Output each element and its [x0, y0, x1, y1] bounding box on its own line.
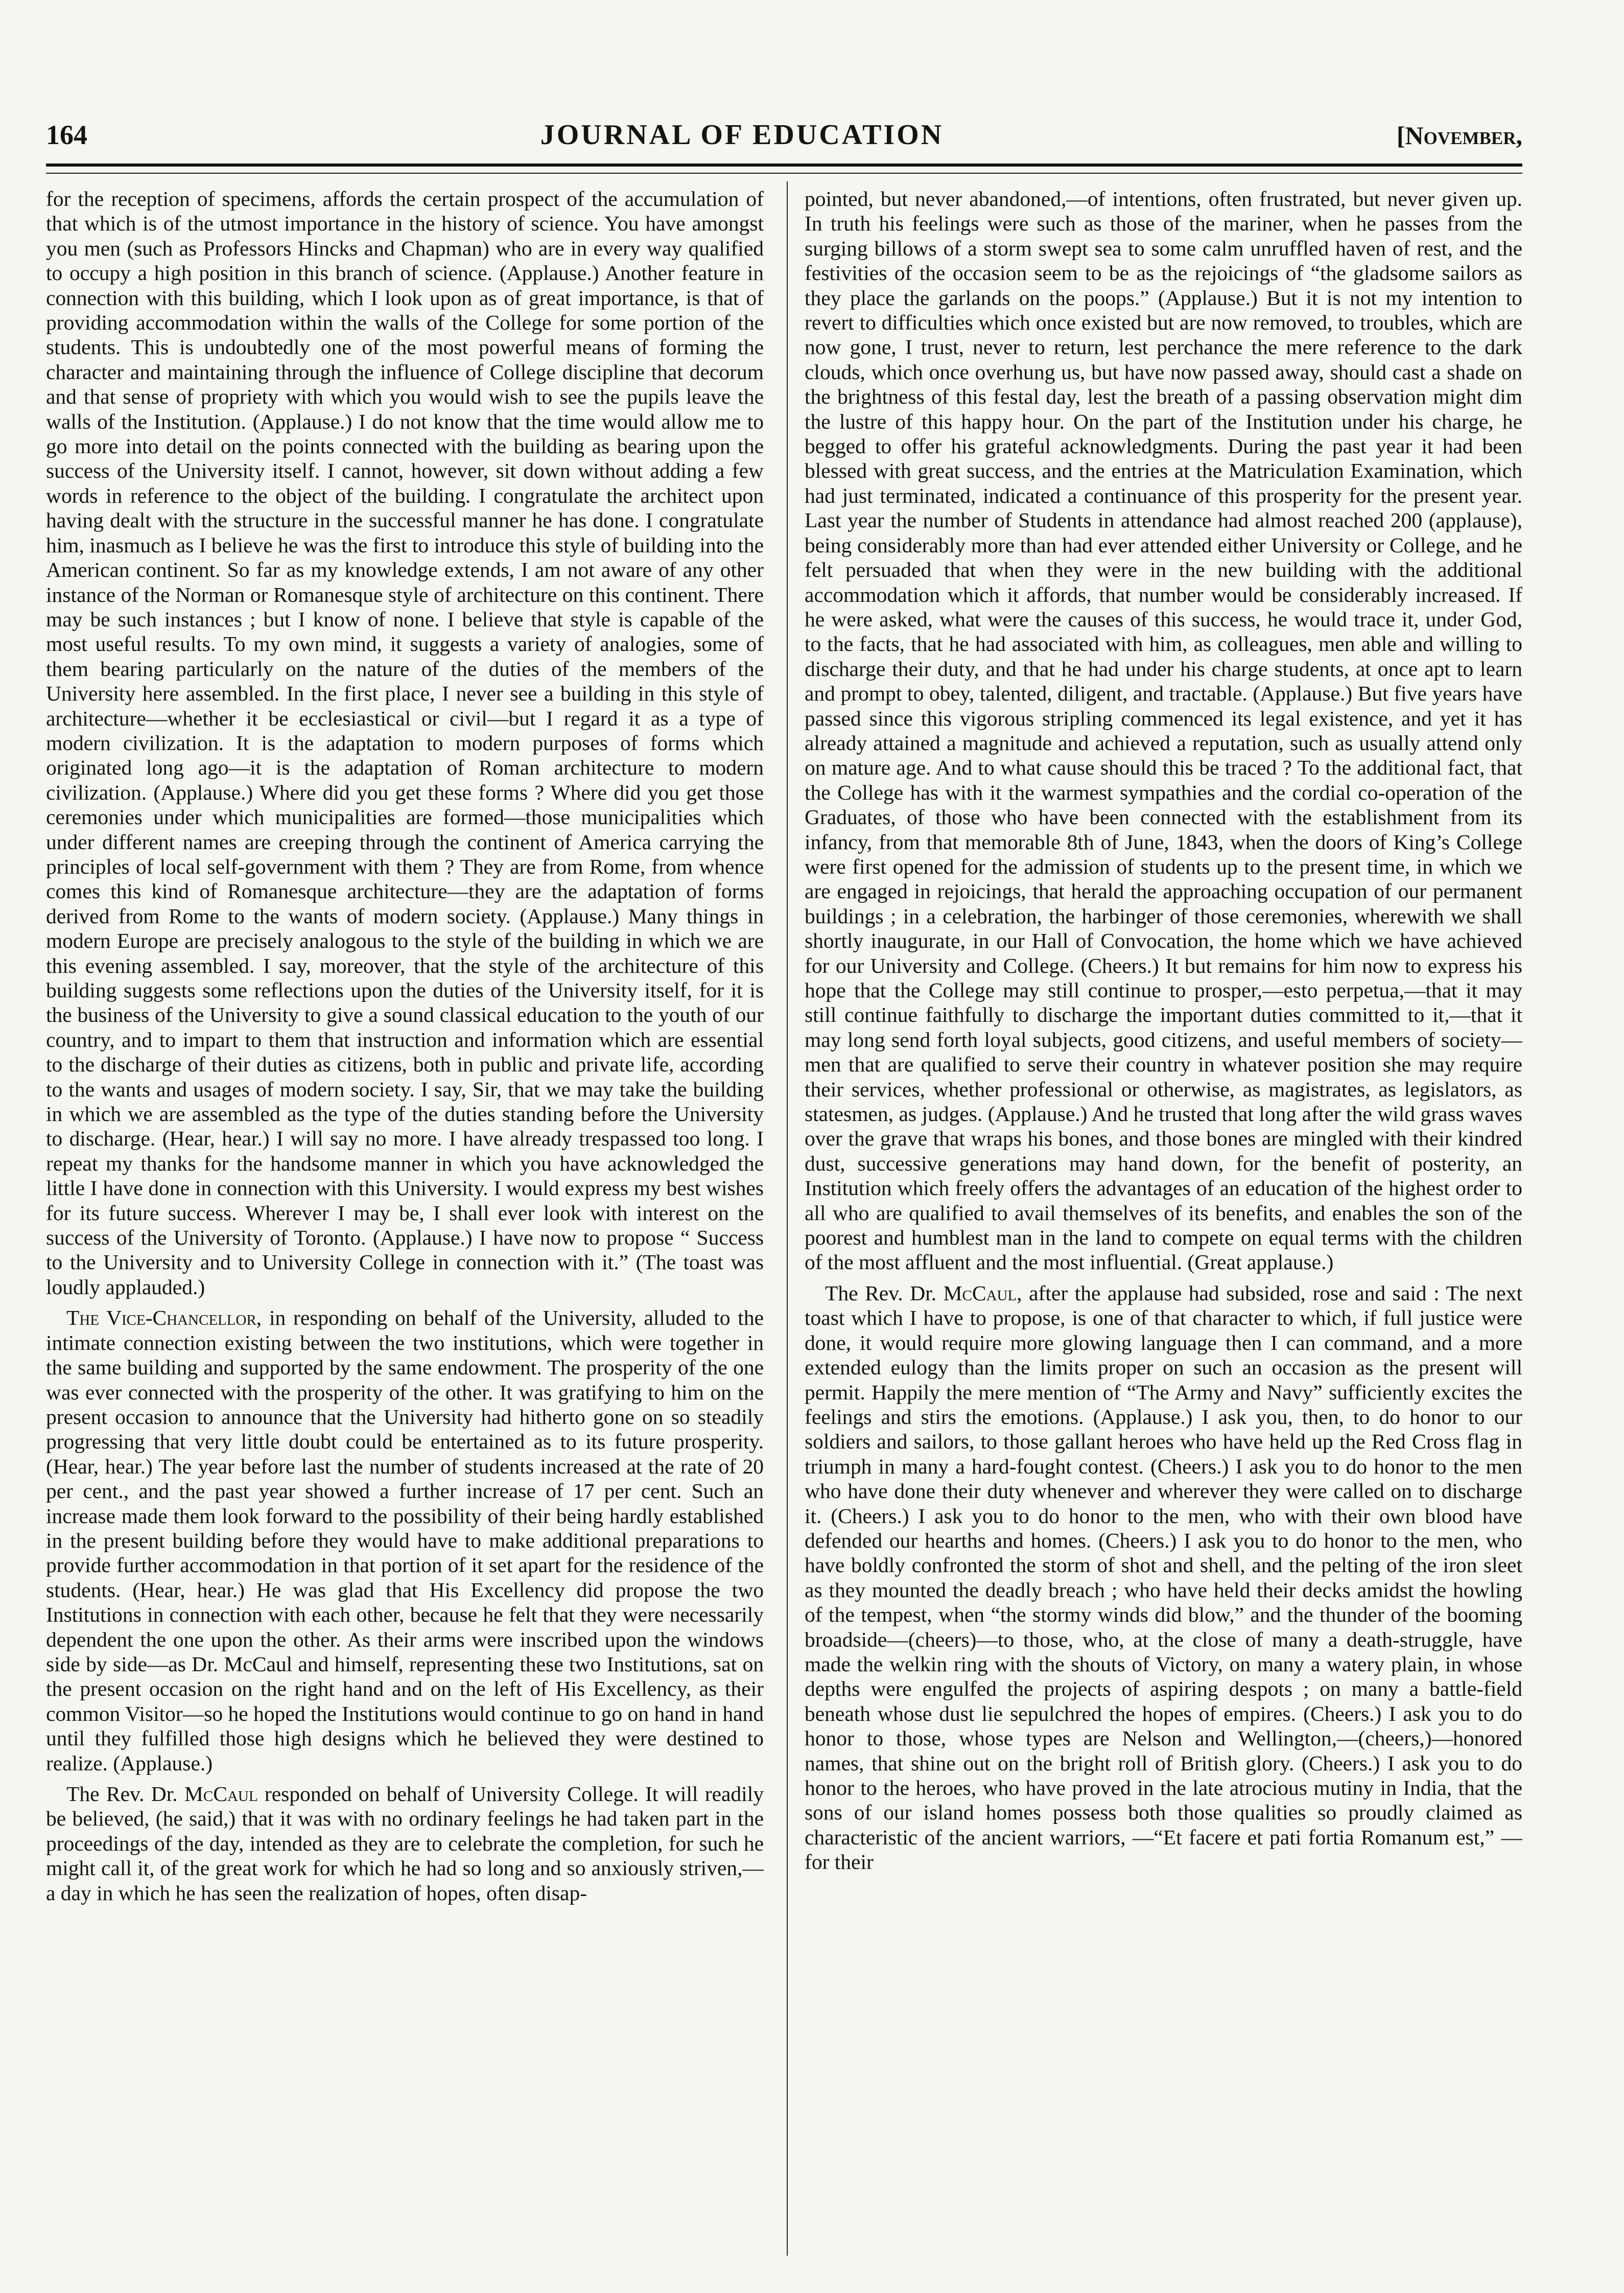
paragraph-army-navy-toast: [805, 1281, 1522, 1875]
paragraph-text: responded on behalf of University College. It will readily be believed, (he said,) that it was with no ordinary feelings he had taken part in the proceedings of the day, intended as they are to celebrate the completion, for such he might call it, of the great work for which he had so long and so anxiously striven,—a day in which he has seen the realization of hopes, often disap-: [46, 1782, 764, 1905]
speaker-prefix: The Rev. Dr.: [66, 1782, 185, 1806]
paragraph-mccaul-response: [46, 1782, 764, 1905]
column-divider: [787, 181, 788, 2256]
paragraph-continuation: pointed, but never abandoned,—of intentions, often frustrated, but never given up. In truth his feelings were such as those of the mariner, when he passes from the surging billows of a storm swept sea to some calm unruffled haven of rest, and the festivities of the occasion seem to be as the rejoicings of “the gladsome sailors as they place the garlands on the poops.” (Applause.) But it is not my intention to revert to difficulties which once existed but are now removed, to troubles, which are now gone, I trust, never to return, lest perchance the mere reference to the dark clouds, which once overhung us, but have now passed away, should cast a shade on the brightness of this festal day, lest the breath of a passing observation might dim the lustre of this happy hour. On the part of the Institution under his charge, he begged to offer his grateful acknowledgments. During the past year it had been blessed with great success, and the entries at the Matriculation Examination, which had just terminated, indicated a continuance of this prosperity for the present year. Last year the number of Students in attendance had almost reached 200 (applause), being considerably more than had ever attended either University or College, and he felt persuaded that when they were in the new building with the additional accommodation which it affords, that number would be considerably increased. If he were asked, what were the causes of this success, he would trace it, under God, to the facts, that he had associated with him, as colleagues, men able and willing to discharge their duty, and that he had under his charge students, at once apt to learn and prompt to obey, talented, diligent, and tractable. (Applause.) But five years have passed since this vigorous stripling commenced its legal existence, and yet it has already attained a magnitude and achieved a reputation, such as usually attend only on mature age. And to what cause should this be traced ? To the additional fact, that the College has with it the warmest sympathies and the cordial co-operation of the Graduates, of those who have been connected with the establishment from its infancy, from that memorable 8th of June, 1843, when the doors of King’s College were first opened for the admission of students up to the present time, in which we are engaged in rejoicings, that herald the approaching occupation of our permanent buildings ; in a celebration, the harbinger of those ceremonies, wherewith we shall shortly inaugurate, in our Hall of Convocation, the home which we have achieved for our University and College. (Cheers.) It but remains for him now to express his hope that the College may still continue to prosper,—esto perpetua,—that it may still continue faithfully to discharge the important duties committed to it,—that it may long send forth loyal subjects, good citizens, and useful members of society—men that are qualified to serve their country in whatever position she may require their services, whether professional or otherwise, as magistrates, as legislators, as statesmen, as judges. (Applause.) And he trusted that long after the wild grass waves over the grave that wraps his bones, and those bones are mingled with their kindred dust, successive generations may hand down, for the benefit of posterity, an Institution which freely offers the advantages of an education of the highest order to all who are qualified to avail themselves of its benefits, and enables the son of the poorest and humblest man in the land to compete on equal terms with the children of the most affluent and the most influential. (Great applause.): [805, 187, 1522, 1274]
paragraph-vice-chancellor: [46, 1305, 764, 1775]
speaker-prefix: The Rev. Dr.: [825, 1281, 944, 1305]
speaker-name: The Vice-Chancellor,: [66, 1306, 262, 1330]
paragraph-text: after the applause had subsided, rose and said : The next toast which I have to propose, is one of that character to which, if full justice were done, it would require more glowing language then I can command, and a more extended eulogy than the limits proper on such an occasion as the present will permit. Happily the mere mention of “The Army and Navy” sufficiently excites the feelings and stirs the emotions. (Applause.) I ask you, then, to do honor to our soldiers and sailors, to those gallant heroes who have held up the Red Cross flag in triumph in many a hard-fought contest. (Cheers.) I ask you to do honor to the men who have done their duty whenever and wherever they were called on to discharge it. (Cheers.) I ask you to do honor to the men, who with their own blood have defended our hearths and homes. (Cheers.) I ask you to do honor to the men, who have boldly confronted the storm of shot and shell, and the pelting of the iron sleet as they mounted the deadly breach ; who have held their decks amidst the howling of the tempest, when “the stormy winds did blow,” and the thunder of the booming broadside—(cheers)—to those, who, at the close of many a death-struggle, have made the welkin ring with the shouts of Victory, on many a watery plain, in whose depths were engulfed the projects of aspiring despots ; on many a battle-field beneath whose dust lie sepulchred the hopes of empires. (Cheers.) I ask you to do honor to those, whose types are Nelson and Wellington,—(cheers,)—honored names, that shine out on the bright roll of British glory. (Cheers.) I ask you to do honor to the heroes, who have proved in the late atrocious mutiny in India, that the sons of our island homes possess both those qualities so proudly claimed as characteristic of the ancient warriors, —“Et facere et pati fortia Romanum est,” —for their: [805, 1281, 1522, 1874]
paragraph-text: in responding on behalf of the University, alluded to the intimate connection existing between the two institutions, which were together in the same building and supported by the same endowment. The prosperity of the one was ever connected with the prosperity of the other. It was gratifying to him on the present occasion to announce that the University had hitherto gone on so steadily progressing that very little doubt could be entertained as to its future prosperity. (Hear, hear.) The year before last the number of students increased at the rate of 20 per cent., and the past year showed a further increase of 17 per cent. Such an increase made them look forward to the possibility of their being hardly established in the present building before they would have to make additional preparations to provide further accommodation in that portion of it set apart for the residence of the students. (Hear, hear.) He was glad that His Excellency did propose the two Institutions in connection with each other, because he felt that they were necessarily dependent the one upon the other. As their arms were inscribed upon the windows side by side—as Dr. McCaul and himself, representing these two Institutions, sat on the present occasion on the right hand and on the left of His Excellency, as their common Visitor—so he hoped the Institutions would continue to go on hand in hand until they fulfilled those high designs which he believed they were destined to realize. (Applause.): [46, 1306, 764, 1775]
right-column: [805, 186, 1522, 2251]
speaker-name: McCaul,: [943, 1281, 1022, 1305]
page-header: [46, 119, 1522, 165]
speaker-name: McCaul: [184, 1782, 258, 1806]
header-rule-thick: [46, 163, 1522, 167]
issue-month: [November,: [1396, 121, 1522, 150]
left-column: [46, 186, 764, 2251]
header-rule-thin: [46, 173, 1522, 174]
page-number: 164: [46, 120, 87, 150]
paragraph-toast-speech: for the reception of specimens, affords the certain prospect of the accumulation of that which is of the utmost importance in the history of science. You have amongst you men (such as Professors Hincks and Chapman) who are in every way qualified to occupy a high position in this branch of science. (Applause.) Another feature in connection with this building, which I look upon as of great importance, is that of providing accommodation within the walls of the College for some portion of the students. This is undoubtedly one of the most powerful means of forming the character and maintaining through the influence of College discipline that decorum and that sense of propriety with which you would wish to see the pupils leave the walls of the Institution. (Applause.) I do not know that the time would allow me to go more into detail on the points connected with the building as bearing upon the success of the University itself. I cannot, however, sit down without adding a few words in reference to the object of the building. I congratulate the architect upon having dealt with the structure in the successful manner he has done. I congratulate him, inasmuch as I believe he was the first to introduce this style of building into the American continent. So far as my knowledge extends, I am not aware of any other instance of the Norman or Romanesque style of architecture on this continent. There may be such instances ; but I know of none. I believe that style is capable of the most useful results. To my own mind, it suggests a variety of analogies, some of them bearing particularly on the nature of the duties of the members of the University here assembled. In the first place, I never see a building in this style of architecture—whether it be ecclesiastical or civil—but I regard it as a type of modern civilization. It is the adaptation to modern purposes of forms which originated long ago—it is the adaptation of Roman architecture to modern civilization. (Applause.) Where did you get these forms ? Where did you get those ceremonies under which municipalities are formed—those municipalities which under different names are creeping through the continent of America carrying the principles of local self-government with them ? They are from Rome, from whence comes this kind of Romanesque architecture—they are the adaptation of forms derived from Rome to the wants of modern society. (Applause.) Many things in modern Europe are precisely analogous to the style of the building in which we are this evening assembled. I say, moreover, that the style of the architecture of this building suggests some reflections upon the duties of the University itself, for it is the business of the University to give a sound classical education to the youth of our country, and to impart to them that instruction and information which are essential to the discharge of their duties as citizens, both in public and private life, according to the wants and usages of modern society. I say, Sir, that we may take the building in which we are assembled as the type of the duties standing before the University to discharge. (Hear, hear.) I will say no more. I have already trespassed too long. I repeat my thanks for the handsome manner in which you have acknowledged the little I have done in connection with this University. I would express my best wishes for its future success. Wherever I may be, I shall ever look with interest on the success of the University of Toronto. (Applause.) I have now to propose “ Success to the University and to University College in connection with it.” (The toast was loudly applauded.): [46, 187, 764, 1299]
journal-title: JOURNAL OF EDUCATION: [540, 119, 944, 151]
